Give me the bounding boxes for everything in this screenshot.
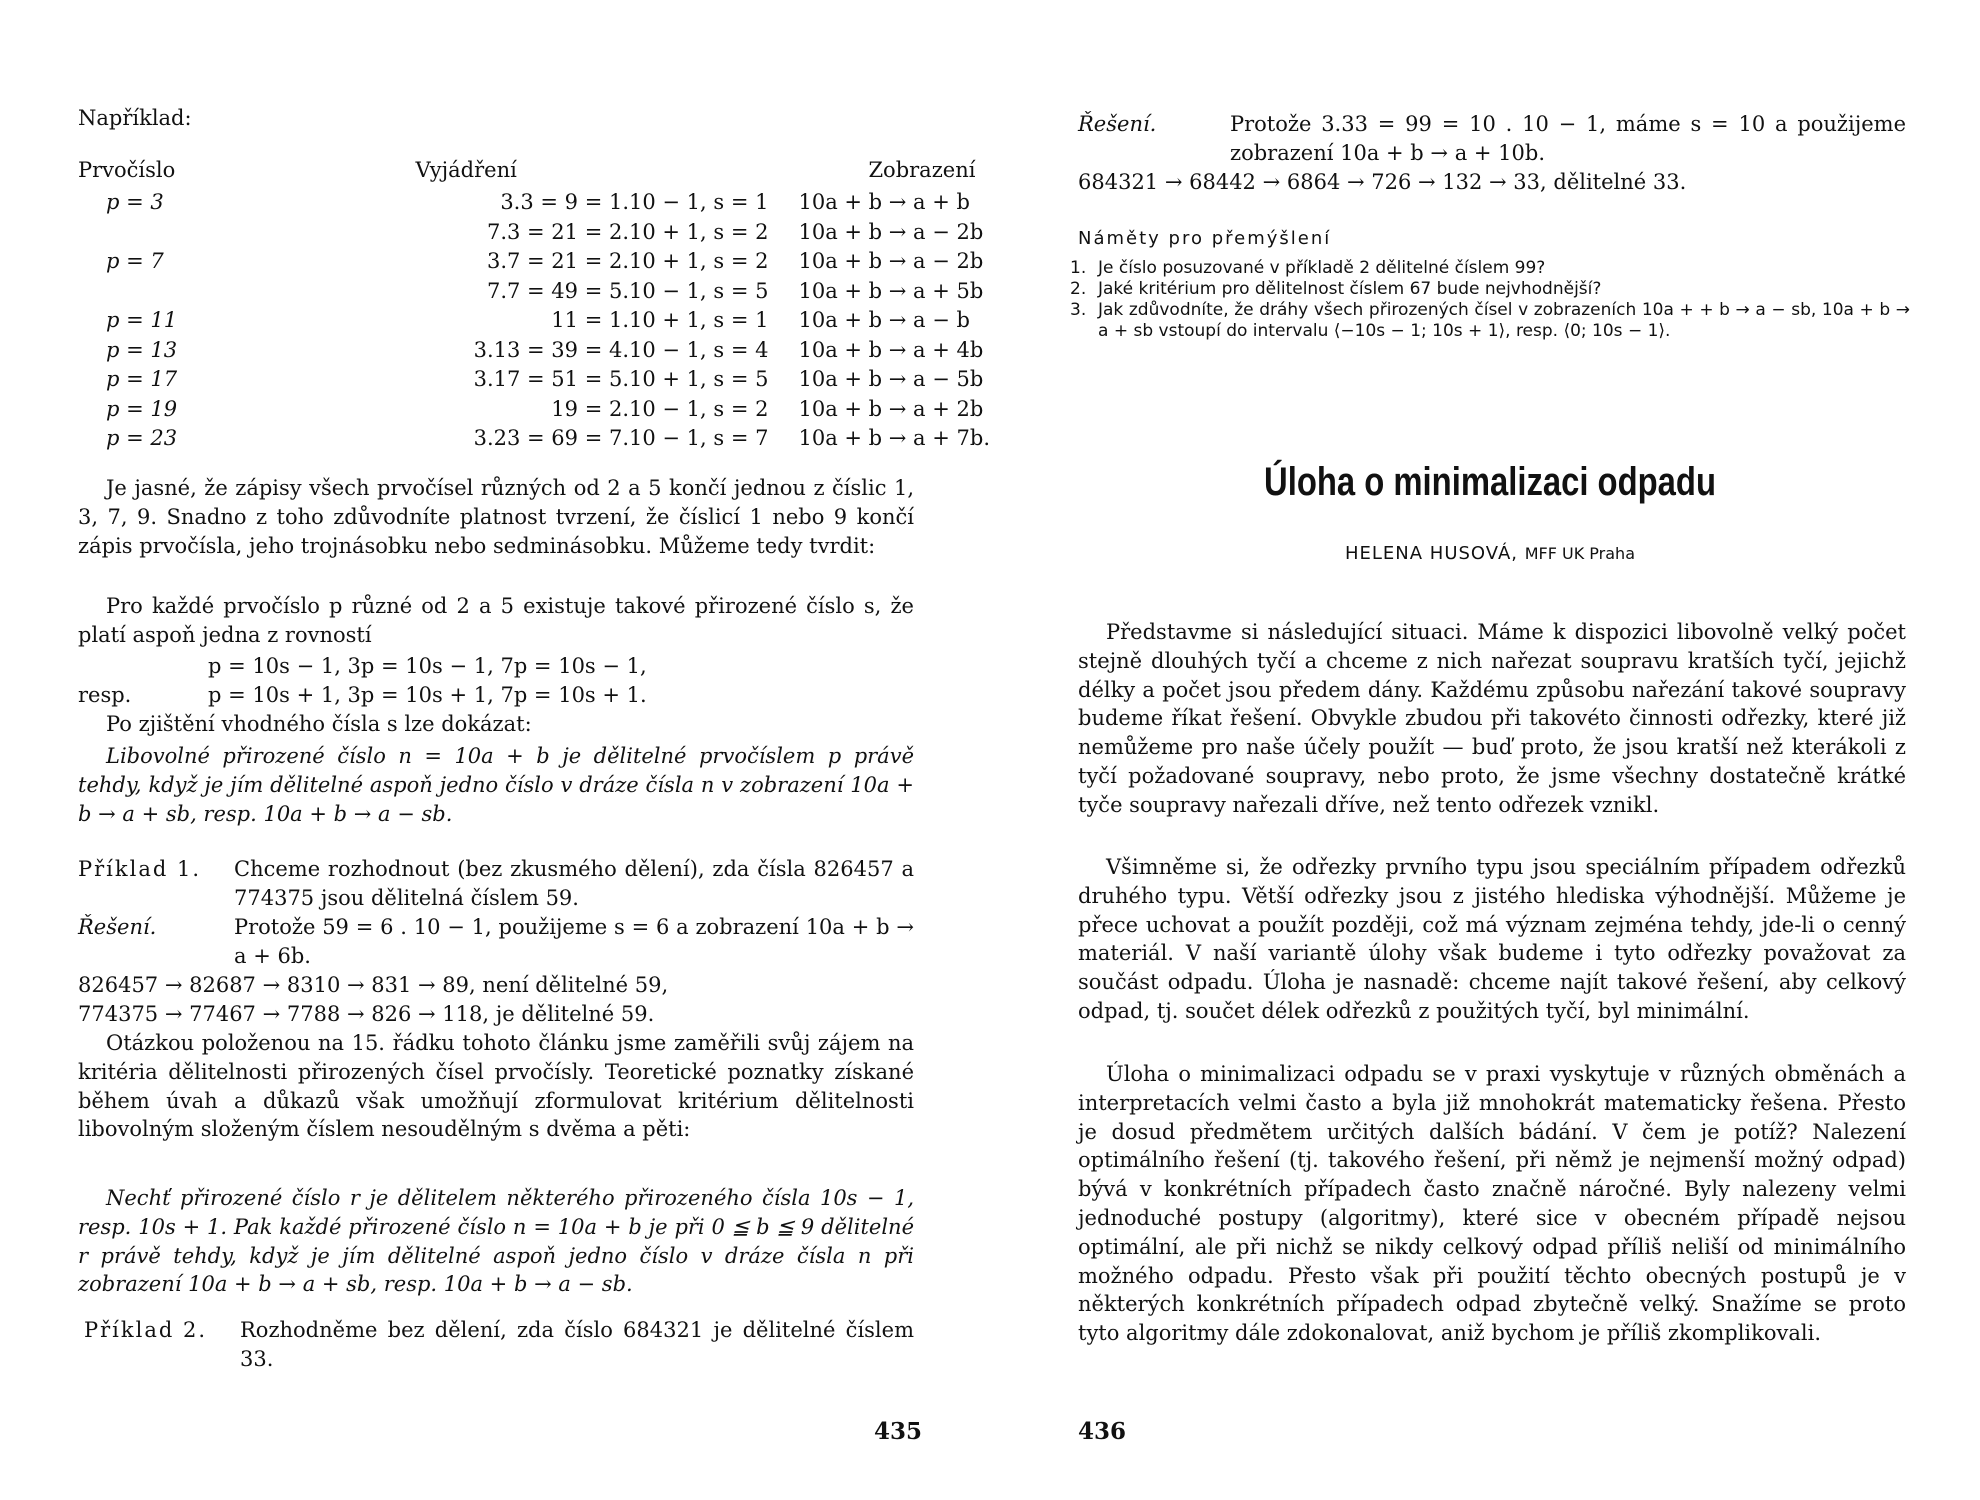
- page-number-left: 435: [874, 1418, 923, 1445]
- cell-mapping: 10a + b → a + 4b: [798, 337, 984, 362]
- cell-expression: 3.23 = 69 = 7.10 − 1, s = 7: [473, 426, 769, 450]
- article-paragraph-2: Všimněme si, že odřezky prvního typu jsou speciálním případem odřezků druhého typu. Větší odřezky jsou z jistého hlediska výhodnější. Můžeme je přece uchovat a použít později, což má význam zejména tehdy, jde-li o cenný materiál. V naší variantě úlohy však budeme i tyto odřezky považovat za součást odpadu. Úloha je nasnadě: chceme najít takové řešení, aby celkový odpad, tj. součet délek odřezků z použitých tyčí, byl minimální.: [1078, 855, 1906, 1023]
- paragraph-prove: Po zjištění vhodného čísla s lze dokázat:: [106, 712, 532, 736]
- article-byline: [1140, 543, 1840, 564]
- table-row: [78, 336, 990, 366]
- cell-prime: p = 3: [106, 190, 164, 214]
- table-row: [78, 365, 990, 395]
- equation-plus: p = 10s + 1, 3p = 10s + 1, 7p = 10s + 1.: [208, 683, 647, 707]
- paragraph-composite: Otázkou položenou na 15. řádku tohoto článku jsme zaměřili svůj zájem na kritéria dělitelnosti přirozených čísel prvočísly. Teoretické poznatky získané během úvah a důkazů však umožňují zformulovat kritérium dělitelnosti libovolným složeným číslem nesoudělným s dvěma a pěti:: [78, 1031, 914, 1142]
- cell-expression: 3.3 = 9 = 1.10 − 1, s = 1: [500, 190, 769, 214]
- list-item: [1070, 258, 1910, 279]
- chain-826457: 826457 → 82687 → 8310 → 831 → 89, není dělitelné 59,: [78, 973, 669, 997]
- example-label: Například:: [78, 106, 192, 130]
- cell-prime: p = 7: [106, 249, 164, 273]
- cell-mapping: 10a + b → a − b: [798, 308, 970, 332]
- list-item: [1070, 300, 1910, 342]
- table-row: [78, 306, 990, 336]
- equation-minus: p = 10s − 1, 3p = 10s − 1, 7p = 10s − 1,: [208, 654, 647, 678]
- table-row: [78, 218, 990, 248]
- list-item-text: Jak zdůvodníte, že dráhy všech přirozených čísel v zobrazeních 10a + + b → a − sb, 10a + b → a + sb vstoupí do intervalu ⟨−10s − 1; 10s + 1⟩, resp. ⟨0; 10s − 1⟩.: [1098, 300, 1910, 341]
- cell-prime: p = 23: [106, 426, 178, 450]
- table-header: [78, 152, 990, 188]
- table-row: [78, 188, 990, 218]
- cell-mapping: 10a + b → a − 2b: [798, 249, 984, 273]
- cell-expression: 7.3 = 21 = 2.10 + 1, s = 2: [486, 219, 769, 244]
- solution2-text: Protože 3.33 = 99 = 10 . 10 − 1, máme s = 10 a použijeme zobrazení 10a + b → a + 10b.: [1230, 112, 1906, 165]
- example1-label: Příklad 1.: [78, 857, 202, 881]
- cell-expression: 7.7 = 49 = 5.10 − 1, s = 5: [486, 278, 769, 303]
- cell-prime: [78, 218, 255, 248]
- solution1-text: Protože 59 = 6 . 10 − 1, použijeme s = 6 a zobrazení 10a + b → a + 6b.: [234, 915, 914, 968]
- cell-expression: 3.13 = 39 = 4.10 − 1, s = 4: [473, 337, 769, 362]
- cell-expression: 19 = 2.10 − 1, s = 2: [551, 396, 769, 421]
- ideas-heading: Náměty pro přemýšlení: [1078, 228, 1332, 249]
- table-row: [78, 395, 990, 425]
- cell-expression: 3.7 = 21 = 2.10 + 1, s = 2: [486, 249, 769, 273]
- table-row: [78, 247, 990, 277]
- col-header-prime: Prvočíslo: [78, 158, 176, 182]
- solution1-label: Řešení.: [78, 915, 157, 939]
- paragraph-primes-digits: Je jasné, že zápisy všech prvočísel různých od 2 a 5 končí jednou z číslic 1, 3, 7, 9. Snadno z toho zdůvodníte platnost tvrzení, že číslicí 1 nebo 9 končí zápis prvočísla, jeho trojnásobku nebo sedminásobku. Můžeme tedy tvrdit:: [78, 476, 914, 558]
- cell-mapping: 10a + b → a + 7b.: [798, 426, 990, 450]
- table-row: [78, 424, 990, 454]
- cell-prime: p = 17: [106, 367, 178, 391]
- list-item-number: 3.: [1070, 300, 1087, 320]
- cell-mapping: 10a + b → a + 2b: [798, 396, 984, 421]
- list-item: [1070, 279, 1910, 300]
- list-item-text: Jaké kritérium pro dělitelnost číslem 67 bude nejvhodnější?: [1098, 279, 1602, 299]
- example1-text: Chceme rozhodnout (bez zkusmého dělení), zda čísla 826457 a 774375 jsou dělitelná číslem 59.: [234, 857, 914, 910]
- author-affiliation: MFF UK Praha: [1524, 544, 1635, 563]
- solution2-label: Řešení.: [1078, 112, 1157, 136]
- table-row: [78, 277, 990, 307]
- ideas-list: [1070, 258, 1910, 342]
- prime-table: [78, 152, 990, 454]
- theorem-composite: Nechť přirozené číslo r je dělitelem některého přirozeného čísla 10s − 1, resp. 10s + 1. Pak každé přirozené číslo n = 10a + b je při 0 ≦ b ≦ 9 dělitelné r právě tehdy, když je jím dělitelné aspoň jedno číslo v dráze čísla n při zobrazení 10a + b → a + sb, resp. 10a + b → a − sb.: [78, 1186, 914, 1297]
- cell-expression: 3.17 = 51 = 5.10 + 1, s = 5: [473, 367, 769, 391]
- page-number-right: 436: [1078, 1418, 1127, 1445]
- cell-prime: p = 13: [106, 337, 178, 362]
- theorem-prime: Libovolné přirozené číslo n = 10a + b je dělitelné prvočíslem p právě tehdy, když je jím dělitelné aspoň jedno číslo v dráze čísla n v zobrazení 10a + b → a + sb, resp. 10a + b → a − sb.: [78, 744, 914, 826]
- list-item-number: 1.: [1070, 258, 1087, 278]
- cell-mapping: 10a + b → a + b: [798, 190, 970, 214]
- article-paragraph-1: Představme si následující situaci. Máme k dispozici libovolně velký počet stejně dlouhých tyčí a chceme z nich nařezat soupravu kratších tyčí, jejichž délky a počet jsou předem dány. Každému způsobu nařezání takové soupravy budeme říkat řešení. Obvykle zbudou při takovéto činnosti odřezky, které již nemůžeme pro naše účely použít — buď proto, že jsou kratší než kterákoli z tyčí požadované soupravy, nebo proto, že jsme všechny dostatečně krátké tyče soupravy nařezali dříve, než tento odřezek vznikl.: [1078, 620, 1906, 817]
- cell-mapping: 10a + b → a − 5b: [798, 367, 984, 391]
- paragraph-existence: Pro každé prvočíslo p různé od 2 a 5 existuje takové přirozené číslo s, že platí aspoň jedna z rovností: [78, 594, 914, 647]
- chain-684321: 684321 → 68442 → 6864 → 726 → 132 → 33, dělitelné 33.: [1078, 170, 1687, 194]
- col-header-expression: Vyjádření: [415, 158, 517, 182]
- list-item-number: 2.: [1070, 279, 1087, 299]
- right-page: [990, 0, 1980, 1500]
- cell-prime: p = 19: [106, 396, 178, 421]
- article-paragraph-3: Úloha o minimalizaci odpadu se v praxi vyskytuje v různých obměnách a interpretacích velmi často a byla již mnohokrát matematicky řešena. Přesto je dosud předmětem určitých dalších bádání. V čem je potíž? Nalezení optimálního řešení (tj. takového řešení, při němž je nejmenší možný odpad) bývá v konkrétních případech často značně náročné. Byly nalezeny velmi jednoduché postupy (algoritmy), které sice v obecném případě nejsou optimální, ale při nichž se nikdy celkový odpad příliš neliší od minimálního možného odpadu. Přesto však při použití těchto obecných postupů je v některých konkrétních případech odpad zbytečně velký. Snažíme se proto tyto algoritmy dále zdokonalovat, aniž bychom je příliš zkomplikovali.: [1078, 1062, 1906, 1346]
- cell-mapping: 10a + b → a + 5b: [798, 278, 984, 303]
- col-header-mapping: Zobrazení: [868, 158, 976, 182]
- example2-label: Příklad 2.: [84, 1318, 208, 1342]
- cell-prime: p = 11: [106, 308, 178, 332]
- article-title: Úloha o minimalizaci odpadu: [1264, 460, 1716, 504]
- author-name: HELENA HUSOVÁ,: [1344, 543, 1518, 564]
- equation-resp-label: resp.: [78, 683, 132, 707]
- cell-expression: 11 = 1.10 + 1, s = 1: [551, 308, 769, 332]
- example2-text: Rozhodněme bez dělení, zda číslo 684321 je dělitelné číslem 33.: [240, 1318, 914, 1371]
- cell-mapping: 10a + b → a − 2b: [798, 219, 984, 244]
- cell-prime: [78, 277, 255, 307]
- list-item-text: Je číslo posuzované v příkladě 2 dělitelné číslem 99?: [1098, 258, 1546, 278]
- chain-774375: 774375 → 77467 → 7788 → 826 → 118, je dělitelné 59.: [78, 1002, 655, 1026]
